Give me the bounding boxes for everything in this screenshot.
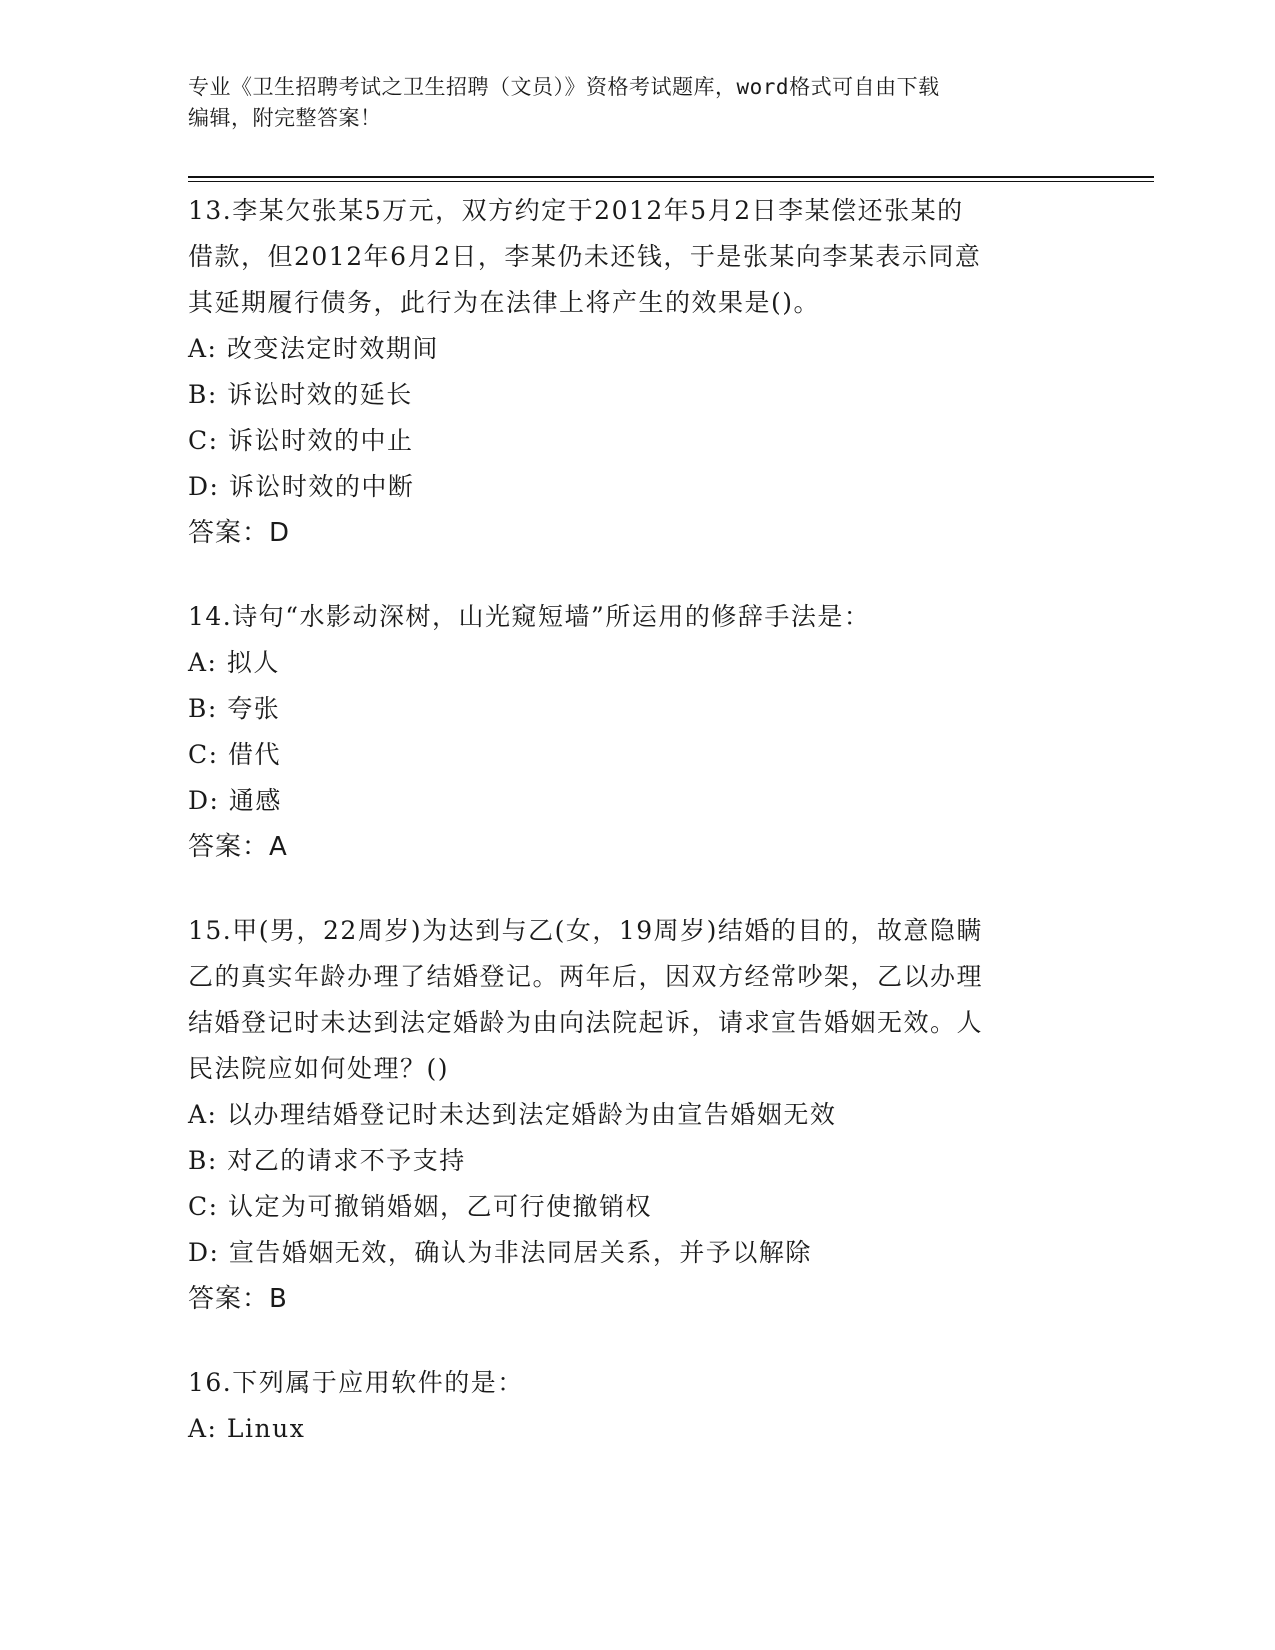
question-stem-line: 16.下列属于应用软件的是： (188, 1368, 524, 1397)
question-stem-line: 其延期履行债务，此行为在法律上将产生的效果是()。 (188, 288, 821, 317)
question-13 (188, 188, 1088, 556)
question-stem-line: 结婚登记时未达到法定婚龄为由向法院起诉，请求宣告婚姻无效。人 (188, 1008, 984, 1037)
option-c: C: 借代 (188, 740, 281, 769)
option-b: B: 夸张 (188, 694, 281, 723)
question-16 (188, 1360, 1088, 1452)
option-d: D: 宣告婚姻无效，确认为非法同居关系，并予以解除 (188, 1238, 812, 1267)
option-d: D: 通感 (188, 786, 282, 815)
header-divider-thin (188, 181, 1154, 182)
question-stem-line: 民法院应如何处理？() (188, 1054, 450, 1083)
option-a: A: 以办理结婚登记时未达到法定婚龄为由宣告婚姻无效 (188, 1100, 837, 1129)
question-14 (188, 594, 1088, 870)
answer-label: 答案：D (188, 518, 291, 548)
option-b: B: 对乙的请求不予支持 (188, 1146, 466, 1175)
question-stem-line: 14.诗句“水影动深树，山光窥短墙”所运用的修辞手法是： (188, 602, 871, 631)
option-a: A: Linux (188, 1414, 306, 1443)
question-stem-line: 13.李某欠张某5万元，双方约定于2012年5月2日李某偿还张某的 (188, 196, 964, 225)
header-line-1: 专业《卫生招聘考试之卫生招聘（文员）》资格考试题库，word格式可自由下载 (188, 75, 940, 99)
option-b: B: 诉讼时效的延长 (188, 380, 413, 409)
question-stem-line: 借款，但2012年6月2日，李某仍未还钱，于是张某向李某表示同意 (188, 242, 982, 271)
header-divider-thick (188, 176, 1154, 178)
option-a: A: 拟人 (188, 648, 280, 677)
option-c: C: 认定为可撤销婚姻，乙可行使撤销权 (188, 1192, 652, 1221)
document-header (188, 72, 1088, 134)
answer-label: 答案：B (188, 1284, 288, 1314)
option-d: D: 诉讼时效的中断 (188, 472, 415, 501)
header-line-2: 编辑，附完整答案！ (188, 106, 382, 130)
option-c: C: 诉讼时效的中止 (188, 426, 414, 455)
question-stem-line: 乙的真实年龄办理了结婚登记。两年后，因双方经常吵架，乙以办理 (188, 962, 984, 991)
question-15 (188, 908, 1088, 1322)
question-stem-line: 15.甲(男，22周岁)为达到与乙(女，19周岁)结婚的目的，故意隐瞒 (188, 916, 983, 945)
answer-label: 答案：A (188, 832, 288, 862)
question-list (188, 188, 1088, 1452)
option-a: A: 改变法定时效期间 (188, 334, 439, 363)
